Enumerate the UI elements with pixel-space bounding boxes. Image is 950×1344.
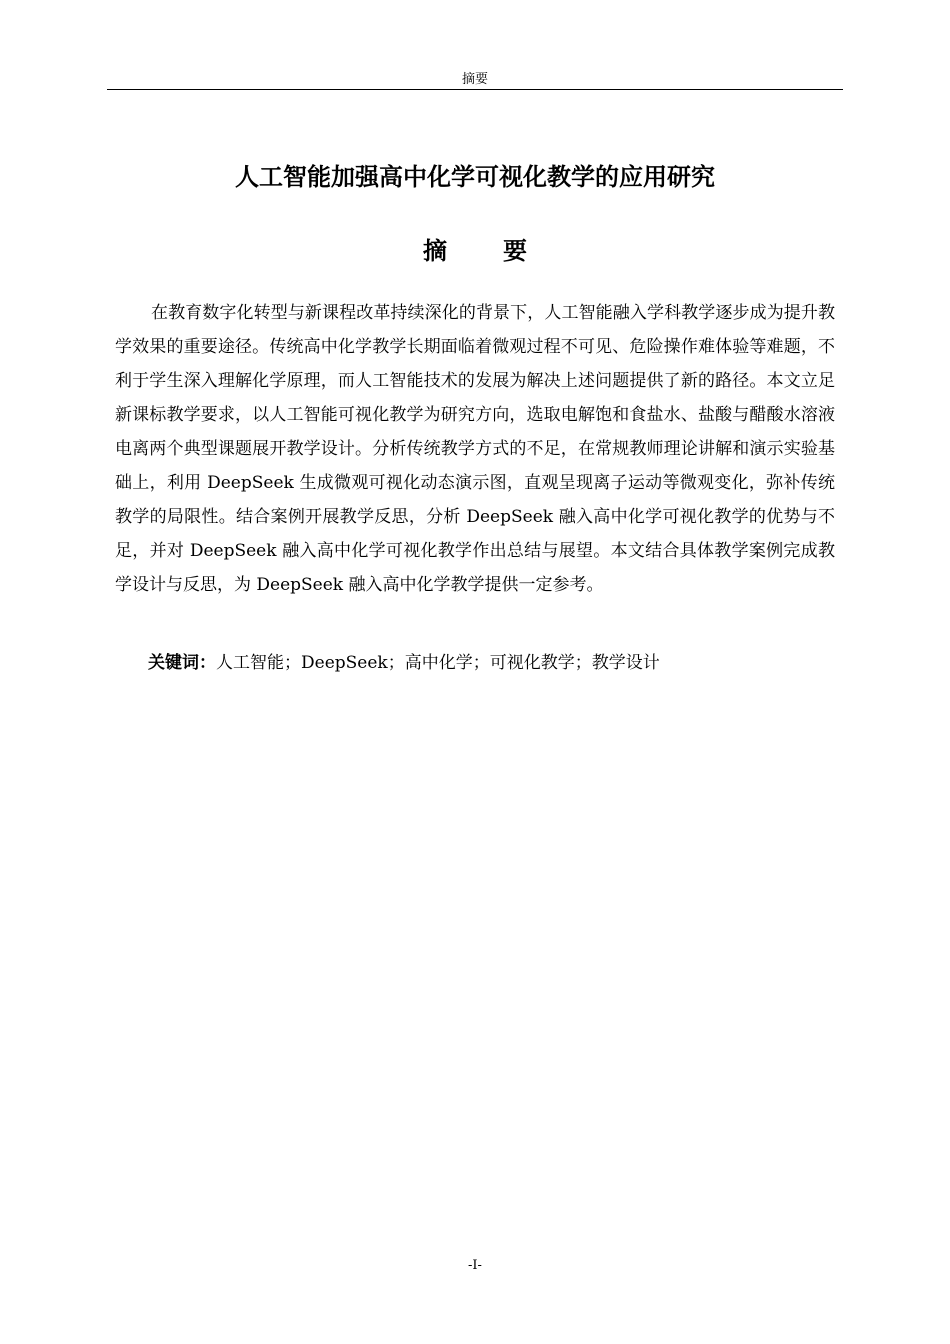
abstract-heading: 摘要 xyxy=(423,237,583,265)
abstract-body: 在教育数字化转型与新课程改革持续深化的背景下，人工智能融入学科教学逐步成为提升教学效果的重要途径。传统高中化学教学长期面临着微观过程不可见、危险操作难体验等难题，不利于学生深入理解化学原理，而人工智能技术的发展为解决上述问题提供了新的路径。本文立足新课标教学要求，以人工智能可视化教学为研究方向，选取电解饱和食盐水、盐酸与醋酸水溶液电离两个典型课题展开教学设计。分析传统教学方式的不足，在常规教师理论讲解和演示实验基础上，利用 DeepSeek 生成微观可视化动态演示图，直观呈现离子运动等微观变化，弥补传统教学的局限性。结合案例开展教学反思，分析 DeepSeek 融入高中化学可视化教学的优势与不足，并对 DeepSeek 融入高中化学可视化教学作出总结与展望。本文结合具体教学案例完成教学设计与反思，为 DeepSeek 融入高中化学教学提供一定参考。 xyxy=(115,303,835,595)
document-title: 人工智能加强高中化学可视化教学的应用研究 xyxy=(235,163,715,191)
header-rule xyxy=(107,89,843,90)
keywords-text: 人工智能；DeepSeek；高中化学；可视化教学；教学设计 xyxy=(216,653,660,673)
keywords-line xyxy=(148,648,838,678)
running-header: 摘要 xyxy=(461,72,488,87)
keywords-label: 关键词： xyxy=(148,653,216,673)
page-number: -I- xyxy=(468,1258,482,1273)
